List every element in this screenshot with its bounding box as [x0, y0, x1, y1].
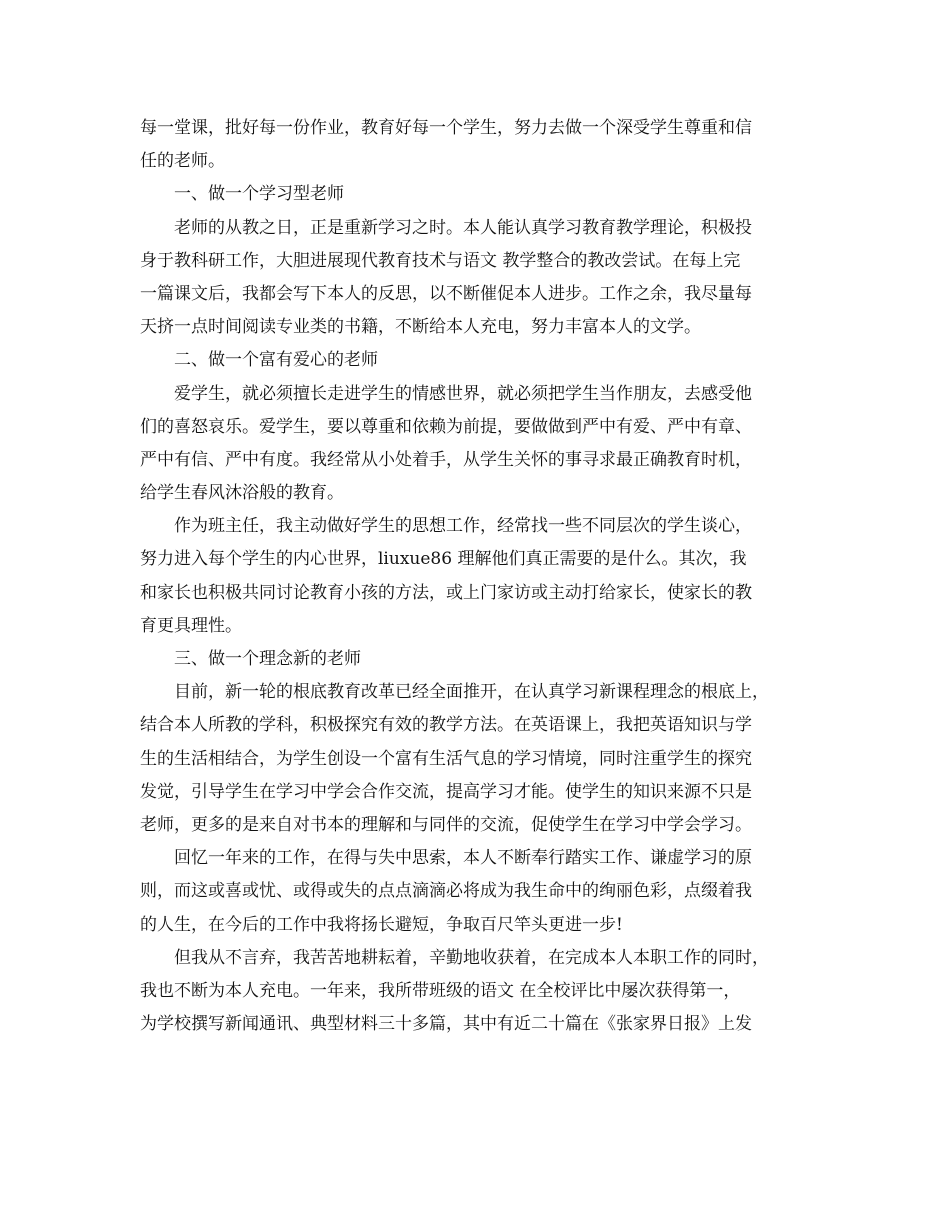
text-line: 但我从不言弃，我苦苦地耕耘着，辛勤地收获着，在完成本人本职工作的同时， [174, 947, 769, 968]
text-line: 回忆一年来的工作，在得与失中思索，本人不断奉行踏实工作、谦虚学习的原 [174, 848, 752, 869]
text-line: 生的生活相结合，为学生创设一个富有生活气息的学习情境，同时注重学生的探究 [140, 748, 752, 769]
text-line: 每一堂课，批好每一份作业，教育好每一个学生，努力去做一个深受学生尊重和信 [140, 118, 752, 138]
text-line: 结合本人所教的学科，积极探究有效的教学方法。在英语课上，我把英语知识与学 [140, 715, 752, 736]
document-body [140, 112, 812, 1041]
text-line: 一篇课文后，我都会写下本人的反思，以不断催促本人进步。工作之余，我尽量每 [140, 283, 752, 304]
text-line: 努力进入每个学生的内心世界，liuxue86 理解他们真正需要的是什么。其次，我 [140, 549, 747, 570]
text-line: 育更具理性。 [140, 615, 242, 636]
text-line: 任的老师。 [140, 151, 225, 172]
text-line: 老师的从教之日，正是重新学习之时。本人能认真学习教育教学理论，积极投 [174, 217, 752, 238]
text-line: 严中有信、严中有度。我经常从小处着手，从学生关怀的事寻求最正确教育时机， [140, 449, 752, 470]
section-heading: 三、做一个理念新的老师 [174, 649, 361, 669]
text-line: 的人生，在今后的工作中我将扬长避短，争取百尺竿头更进一步! [140, 914, 623, 935]
text-line: 们的喜怒哀乐。爱学生，要以尊重和依赖为前提，要做做到严中有爱、严中有章、 [140, 416, 752, 437]
text-line: 为学校撰写新闻通讯、典型材料三十多篇，其中有近二十篇在《张家界日报》上发 [140, 1014, 752, 1035]
text-line: 作为班主任，我主动做好学生的思想工作，经常找一些不同层次的学生谈心， [174, 516, 752, 537]
text-line: 我也不断为本人充电。一年来，我所带班级的语文 在全校评比中屡次获得第一， [140, 980, 741, 1001]
text-line: 目前，新一轮的根底教育改革已经全面推开，在认真学习新课程理念的根底上， [174, 682, 769, 703]
text-line: 发觉，引导学生在学习中学会合作交流，提高学习才能。使学生的知识来源不只是 [140, 781, 752, 802]
text-line: 则，而这或喜或忧、或得或失的点点滴滴必将成为我生命中的绚丽色彩，点缀着我 [140, 881, 752, 902]
section-heading: 二、做一个富有爱心的老师 [174, 350, 378, 371]
text-line: 和家长也积极共同讨论教育小孩的方法，或上门家访或主动打给家长，使家长的教 [140, 582, 752, 603]
text-line: 爱学生，就必须擅长走进学生的情感世界，就必须把学生当作朋友，去感受他 [174, 383, 752, 404]
text-line: 天挤一点时间阅读专业类的书籍，不断给本人充电，努力丰富本人的文学。 [140, 317, 701, 338]
text-line: 给学生春风沐浴般的教育。 [140, 483, 344, 504]
section-heading: 一、做一个学习型老师 [174, 184, 344, 205]
text-line: 身于教科研工作，大胆进展现代教育技术与语文 教学整合的教改尝试。在每上完 [140, 250, 741, 271]
text-line: 老师，更多的是来自对书本的理解和与同伴的交流，促使学生在学习中学会学习。 [140, 814, 752, 835]
